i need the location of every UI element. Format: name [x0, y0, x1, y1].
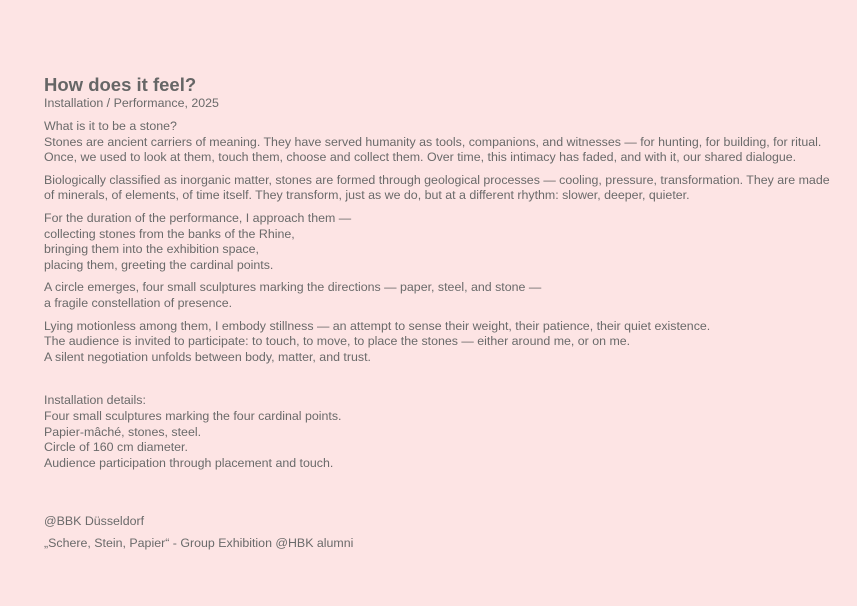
artwork-description: [44, 74, 834, 471]
performance-paragraph: [44, 211, 834, 273]
intro-paragraph: [44, 119, 834, 166]
footer: [44, 514, 353, 557]
stillness-paragraph: [44, 319, 834, 366]
details-item: Circle of 160 cm diameter.: [44, 440, 188, 455]
performance-line: collecting stones from the banks of the Rhine,: [44, 226, 295, 241]
circle-paragraph: [44, 280, 834, 311]
intro-question: What is it to be a stone?: [44, 119, 177, 133]
performance-line: For the duration of the performance, I approach them —: [44, 210, 352, 225]
details-item: Four small sculptures marking the four cardinal points.: [44, 408, 342, 423]
details-item: Audience participation through placement and touch.: [44, 455, 334, 470]
stillness-line: A silent negotiation unfolds between body, matter, and trust.: [44, 349, 371, 364]
circle-line: A circle emerges, four small sculptures marking the directions — paper, steel, and stone —: [44, 280, 542, 295]
stillness-line: The audience is invited to participate: to touch, to move, to place the stones — either around me, or on me.: [44, 334, 631, 349]
stillness-line: Lying motionless among them, I embody stillness — an attempt to sense their weight, their patience, their quiet existence.: [44, 318, 711, 333]
installation-details: [44, 393, 834, 471]
performance-line: placing them, greeting the cardinal points.: [44, 257, 274, 272]
circle-line: a fragile constellation of presence.: [44, 295, 233, 310]
performance-line: bringing them into the exhibition space,: [44, 242, 259, 257]
page-subtitle: Installation / Performance, 2025: [44, 96, 219, 110]
footer-exhibition: „Schere, Stein, Papier“ - Group Exhibition @HBK alumni: [44, 535, 354, 550]
footer-credit: @BBK Düsseldorf: [44, 514, 145, 528]
page-title: How does it feel?: [44, 74, 197, 95]
details-heading: Installation details:: [44, 393, 146, 408]
biology-paragraph: Biologically classified as inorganic matter, stones are formed through geological processes — cooling, pressure, transformation. They are made of minerals, of elements, of time itself. They transform, just as we do, but at a different rhythm: slower, deeper, quieter.: [44, 172, 830, 203]
details-item: Papier-mâché, stones, steel.: [44, 424, 202, 439]
intro-text: Stones are ancient carriers of meaning. They have served humanity as tools, companions, and witnesses — for hunting, for building, for ritual. Once, we used to look at them, touch them, choose and collect them. Over time, this intimacy has faded, and with it, our shared dialogue.: [44, 134, 822, 165]
